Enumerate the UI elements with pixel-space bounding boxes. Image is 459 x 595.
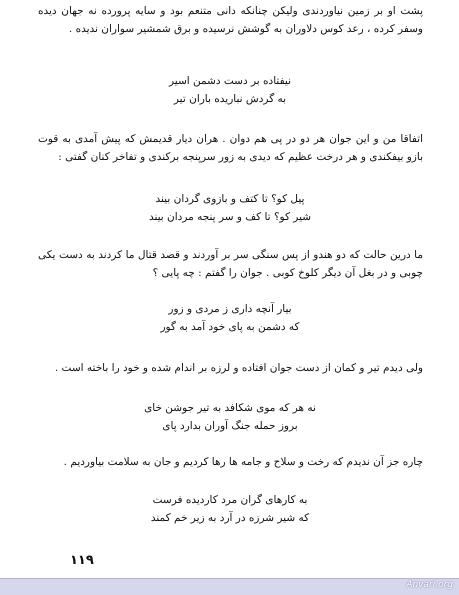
paragraph-4: ولی دیدم تیر و کمان از دست جوان افتاده و لرزه بر اندام شده و خود را باخته است . (54, 362, 423, 374)
paragraph-1: پشت او بر زمین نیاوردندی ولیکن چنانکه دانی متنعم بود و سایه پرورده نه جهان دیده وسفر کرده ، رعد کوس دلاوران به گوشش نرسیده و برق شمشیر سواران ندیده . (38, 5, 423, 35)
verse-4 (110, 399, 350, 435)
verse-4-line-1: نه هر که موی شکافد به تیر جوشن خای (144, 402, 316, 414)
verse-1-line-1: نیفتاده بر دست دشمن اسیر (168, 75, 291, 87)
verse-2 (110, 190, 350, 226)
verse-1 (110, 72, 350, 108)
page-number: ۱۱۹ (70, 553, 94, 568)
paragraph-5: چاره جز آن ندیدم که رخت و سلاح و جامه ها رها کردیم و جان به سلامت بیاوردیم . (63, 456, 423, 468)
verse-5-line-2: که شیر شرزه در آرد به زیر خم کمند (150, 512, 310, 524)
paragraph-2: اتفاقا من و این جوان هر دو در پی هم دوان . هران دیار قدیمش که پیش آمدی به قوت بازو بیفکندی و هر درخت عظیم که دیدی به زور سرپنجه برکندی و تفاخر کنان گفتی : (38, 133, 423, 163)
verse-4-line-2: بروز حمله جنگ آوران بدارد پای (162, 420, 298, 432)
watermark-link[interactable]: Anvari.org (406, 580, 453, 590)
verse-3-line-1: بیار آنچه داری ز مردی و زور (168, 303, 292, 315)
verse-3 (110, 300, 350, 336)
verse-2-line-2: شیر کو؟ تا کف و سر پنجه مردان بیند (148, 211, 312, 223)
verse-3-line-2: که دشمن به پای خود آمد به گور (160, 321, 300, 333)
footer-bar (0, 578, 459, 595)
verse-5 (110, 491, 350, 527)
verse-2-line-1: پیل کو؟ تا کتف و بازوی گردان بیند (155, 193, 305, 205)
verse-1-line-2: به گردش نباریده باران تیر (173, 93, 287, 105)
verse-5-line-1: به کارهای گران مرد کاردیده فرست (152, 494, 308, 506)
paragraph-3: ما درین حالت که دو هندو از پس سنگی سر بر آوردند و قصد قتال ما کردند به دست یکی چوبی و در بغل آن دیگر کلوخ کوبی . جوان را گفتم : چه پایی ؟ (38, 249, 423, 279)
